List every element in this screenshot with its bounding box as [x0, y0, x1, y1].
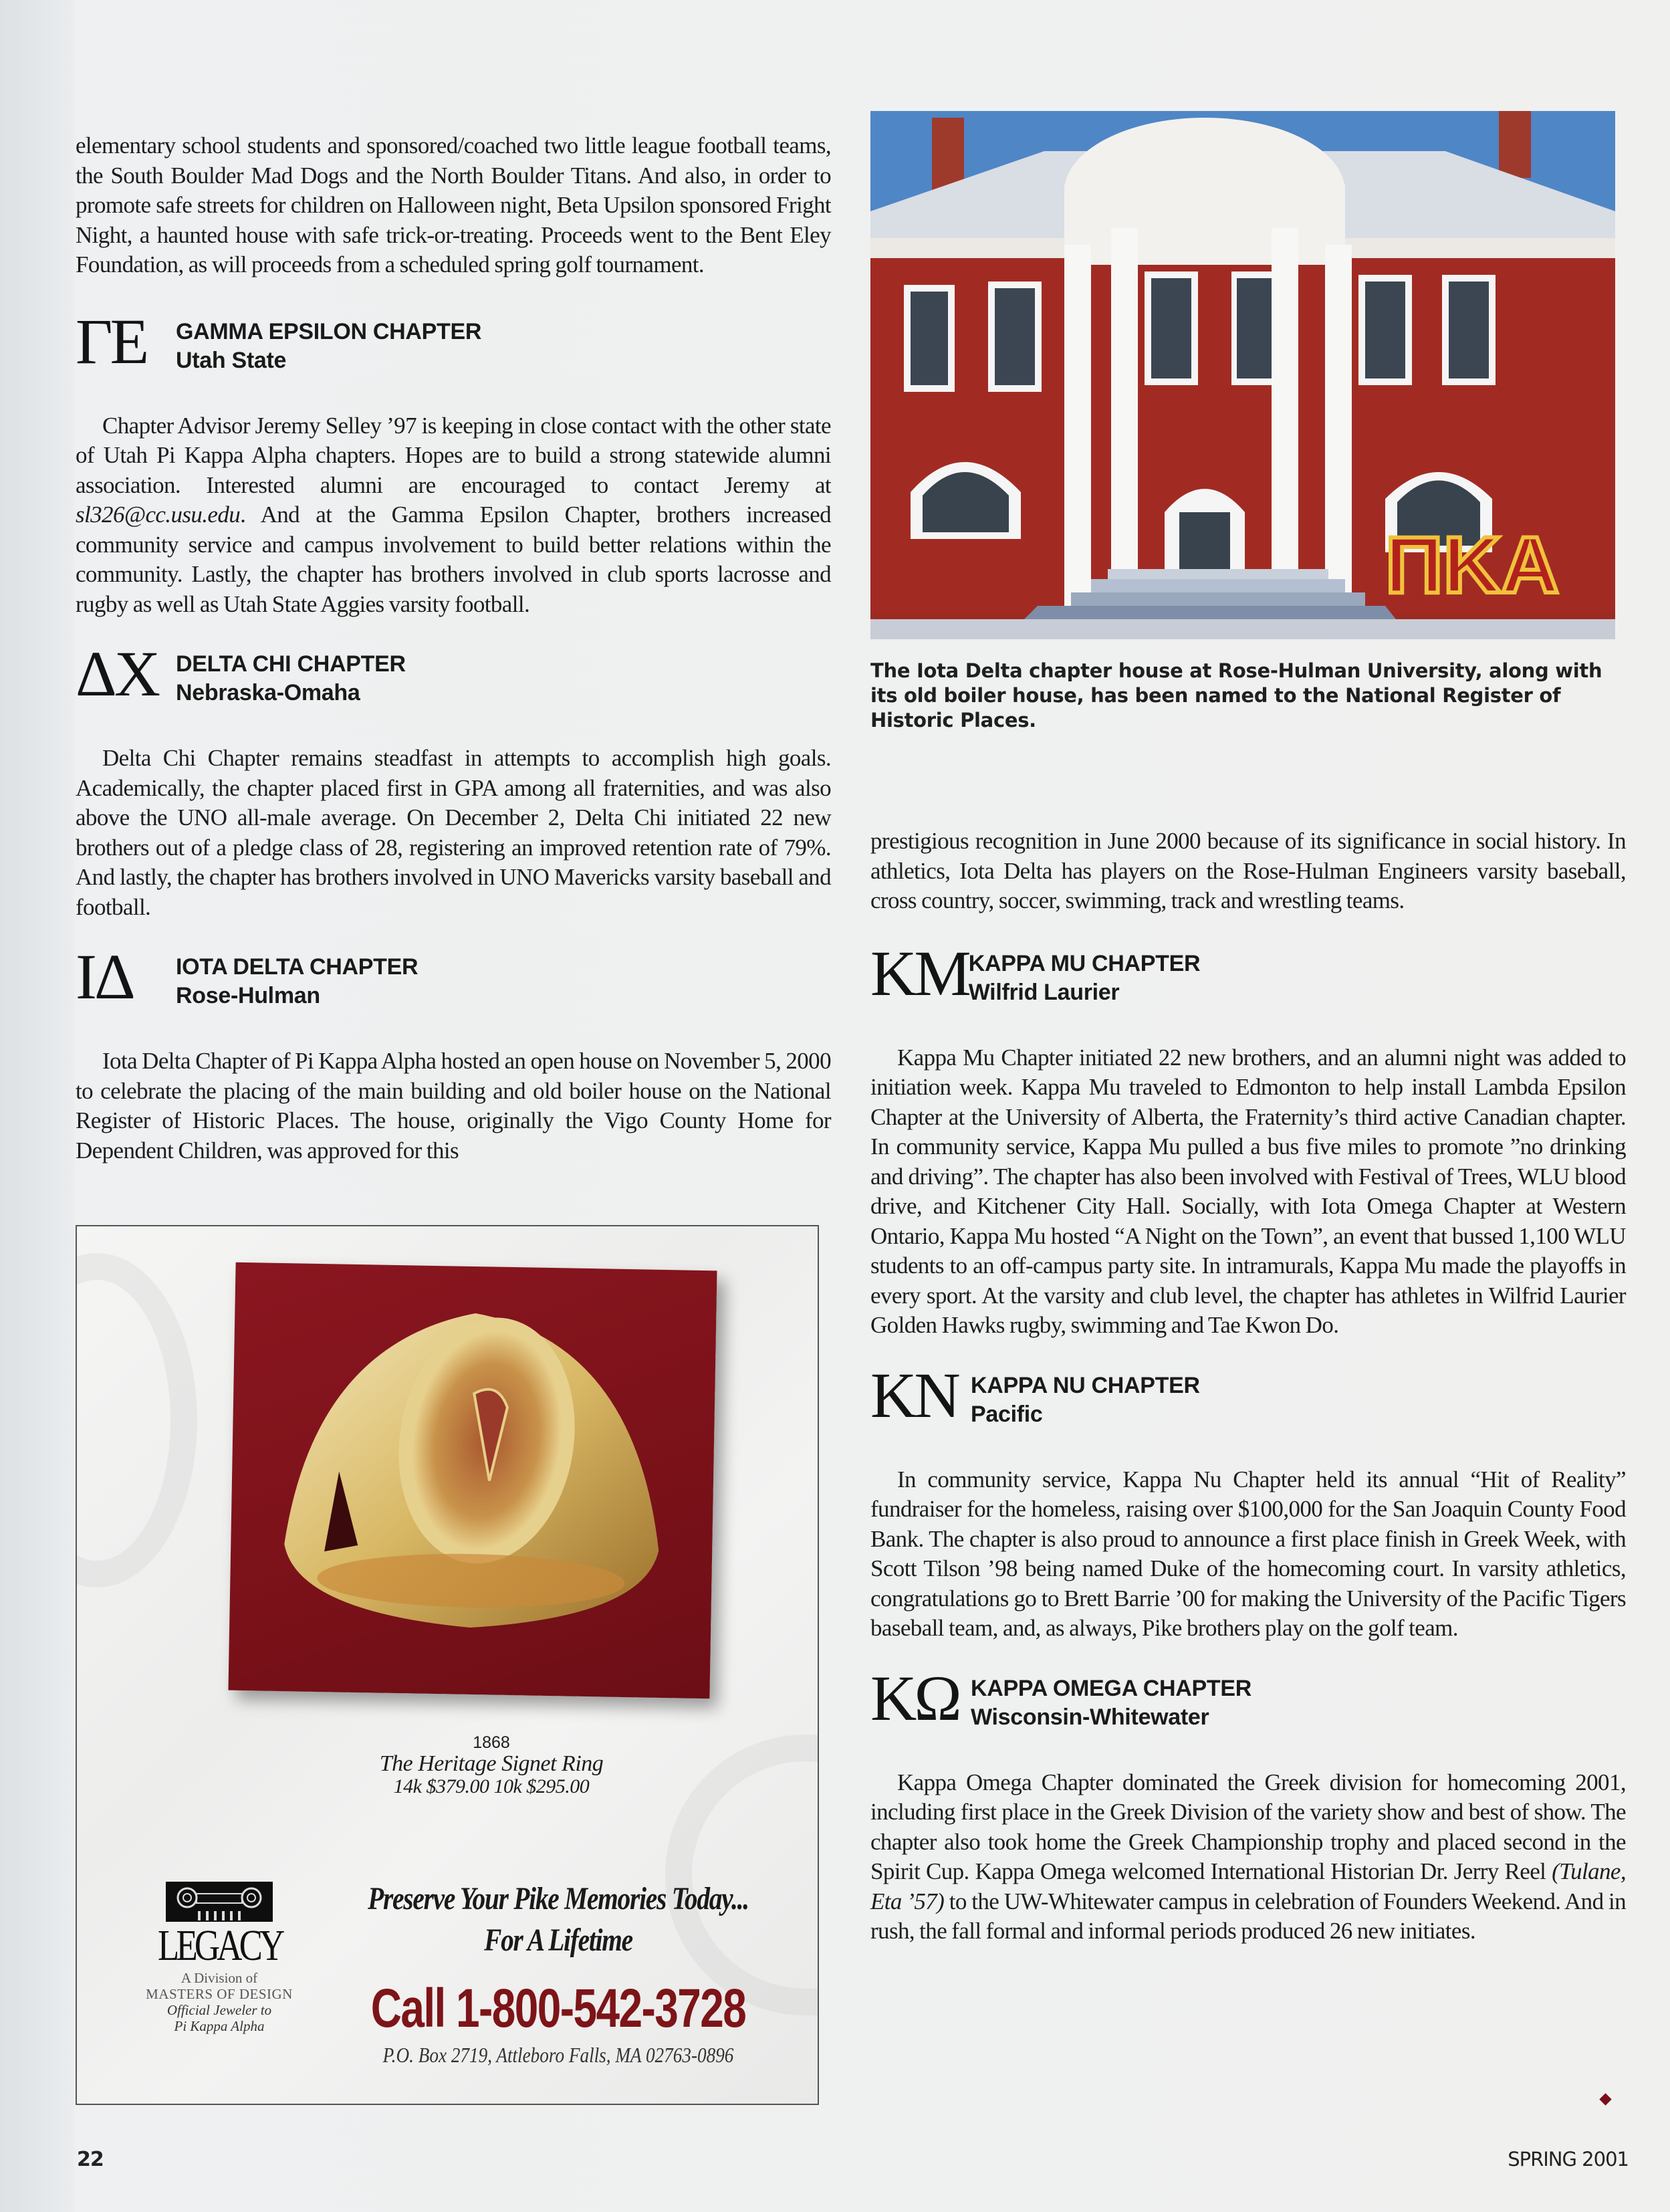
school-name: Nebraska-Omaha [176, 680, 360, 705]
school-name: Utah State [176, 347, 287, 373]
house-illustration [870, 111, 1615, 639]
right-column [870, 826, 1626, 1973]
section-delta-chi [76, 638, 831, 922]
chapter-heading [76, 941, 831, 1022]
chapter-body: Kappa Mu Chapter initiated 22 new brothers, and an alumni night was added to initiation week. Kappa Mu traveled to Edmonton to help install Lambda Epsilon Chapter at the University of Alberta, the Fraternity’s third active Canadian chapter. In community service, Kappa Mu pulled a bus five miles to promote ”no drinking and driving”. The chapter has also been involved with Festival of Trees, WLU blood drive, and Kitchener City Hall. Socially, with Iota Omega Chapter at Western Ontario, Kappa Mu hosted “A Night on the Town”, an event that bussed 1,100 WLU students to an off-campus party site. In intramurals, Kappa Mu made the playoffs in every sport. At the varsity and club level, the chapter has athletes in Wilfrid Laurier Golden Hawks rugby, swimming and Tae Kwon Do. [870, 1044, 1626, 1338]
ad-call-to-action [311, 1878, 806, 2067]
chapter-name: IOTA DELTA CHAPTER [176, 954, 419, 980]
ring-name: The Heritage Signet Ring [379, 1751, 604, 1776]
chapter-house-photo [870, 111, 1615, 639]
school-name: Wisconsin-Whitewater [971, 1704, 1209, 1730]
chapter-body: Iota Delta Chapter of Pi Kappa Alpha hosted an open house on November 5, 2000 to celebrate the placing of the main building and old boiler house on the National Register of Historic Places. The house, originally the Vigo County Home for Dependent Children, was approved for this [76, 1048, 831, 1164]
company-name: MASTERS OF DESIGN [146, 1986, 293, 2002]
affiliation-italic: (Tulane, Eta ’57) [870, 1858, 1626, 1914]
ad-slogan-2: For A Lifetime [484, 1922, 632, 1958]
greek-letters: ΚΝ [870, 1359, 958, 1431]
section-kappa-omega [870, 1662, 1626, 1947]
photo-caption: The Iota Delta chapter house at Rose-Hulman University, along with its old boiler house, has been named to the National Register of Historic Places. [870, 659, 1602, 732]
greek-letters: ΓΕ [76, 305, 147, 377]
mailing-address: P.O. Box 2719, Attleboro Falls, MA 02763-0896 [382, 2043, 734, 2067]
page-edge-shadow [0, 0, 74, 2212]
phone-number-link[interactable]: Call 1-800-542-3728 [370, 1978, 746, 2039]
ring-photo-card [228, 1262, 717, 1698]
official-jeweler-line-2: Pi Kappa Alpha [174, 2018, 265, 2034]
ad-slogan: Preserve Your Pike Memories Today... [368, 1881, 749, 1916]
section-iota-delta [76, 941, 831, 1166]
school-name: Rose-Hulman [176, 983, 320, 1008]
official-jeweler-line: Official Jeweler to [166, 2002, 272, 2018]
chapter-heading [76, 638, 831, 720]
school-name: Wilfrid Laurier [968, 979, 1120, 1005]
chapter-name: KAPPA NU CHAPTER [971, 1372, 1200, 1398]
email-address[interactable]: sl326@cc.usu.edu [76, 502, 241, 528]
chapter-heading [870, 1359, 1626, 1441]
intro-paragraph: elementary school students and sponsored/coached two little league football teams, the South Boulder Mad Dogs and the North Boulder Titans. And also, in order to promote safe streets for children on Halloween night, Beta Upsilon sponsored Fright Night, a haunted house with safe trick-or-treating. Proceeds went to the Bent Eley Foundation, as will proceeds from a scheduled spring golf tournament. [76, 132, 831, 278]
chapter-body: In community service, Kappa Nu Chapter held its annual “Hit of Reality” fundraiser for the homeless, raising over $100,000 for the San Joaquin County Food Bank. The chapter is also proud to announce a first place finish in Greek Week, with Scott Tilson ’98 being named Duke of the homecoming court. In varsity athletics, congratulations go to Brett Barrie ’00 for making the University of the Pacific Tigers baseball team, and, as always, Pike brothers play on the golf team. [870, 1466, 1626, 1641]
chapter-heading [76, 305, 831, 387]
chapter-body: Chapter Advisor Jeremy Selley ’97 is keeping in close contact with the other state of Utah Pi Kappa Alpha chapters. Hopes are to build a strong statewide alumni association. Interested alumni are encouraged to contact Jeremy at sl326@cc.usu.edu. And at the Gamma Epsilon Chapter, brothers increased community service and campus involvement to build better relations within the community. Lastly, the chapter has brothers involved in club sports lacrosse and rugby as well as Utah State Aggies varsity football. [76, 412, 831, 617]
chapter-body: Kappa Omega Chapter dominated the Greek division for homecoming 2001, including first place in the Greek Division of the variety show and best of show. The chapter also took home the Greek Championship trophy and placed second in the Spirit Cup. Kappa Omega welcomed International Historian Dr. Jerry Reel (Tulane, Eta ’57) to the UW-Whitewater campus in celebration of Founders Weekend. And in rush, the fall formal and informal periods produced 26 new initiates. [870, 1769, 1626, 1944]
chapter-name: KAPPA OMEGA CHAPTER [971, 1675, 1251, 1701]
chapter-name: GAMMA EPSILON CHAPTER [176, 318, 482, 344]
greek-letters: ΚΜ [870, 937, 969, 1009]
greek-letters: ΙΔ [76, 941, 133, 1012]
ring-prices: 14k $379.00 10k $295.00 [393, 1775, 590, 1797]
iota-delta-continuation: prestigious recognition in June 2000 because of its significance in social history. In athletics, Iota Delta has players on the Rose-Hulman Engineers varsity baseball, cross country, soccer, swimming, track and wrestling teams. [870, 828, 1626, 913]
chapter-body: Delta Chi Chapter remains steadfast in attempts to accomplish high goals. Academically, the chapter placed first in GPA among all fraternities, and was also above the UNO all-male average. On December 2, Delta Chi initiated 22 new brothers out of a pledge class of 28, registering an improved retention rate of 79%. And lastly, the chapter has brothers involved in UNO Mavericks varsity baseball and football. [76, 745, 831, 920]
section-kappa-nu [870, 1359, 1626, 1644]
brand-name: LEGACY [158, 1921, 282, 1970]
chapter-name: DELTA CHI CHAPTER [176, 651, 406, 677]
signet-ring-icon [228, 1262, 717, 1698]
ring-product-info [277, 1733, 705, 1797]
ionic-column-logo-icon [166, 1882, 273, 1922]
division-line: A Division of [181, 1970, 258, 1986]
chapter-name: KAPPA MU CHAPTER [968, 950, 1201, 976]
left-column [76, 131, 831, 1192]
page-number: 22 [77, 2148, 104, 2171]
chapter-heading [870, 1662, 1626, 1744]
legacy-brand [142, 1882, 296, 2034]
section-gamma-epsilon [76, 305, 831, 620]
school-name: Pacific [971, 1401, 1043, 1427]
ring-advertisement [76, 1225, 819, 2105]
watermark-coin [76, 1253, 197, 1587]
ring-year: 1868 [473, 1733, 510, 1752]
greek-letters: ΚΩ [870, 1662, 959, 1734]
chapter-heading [870, 937, 1626, 1019]
section-kappa-mu [870, 937, 1626, 1341]
greek-letters: ΔΧ [76, 638, 158, 709]
sign-letters-text: ΠΚΑ [1385, 520, 1559, 610]
issue-label: SPRING 2001 [1508, 2148, 1629, 2171]
